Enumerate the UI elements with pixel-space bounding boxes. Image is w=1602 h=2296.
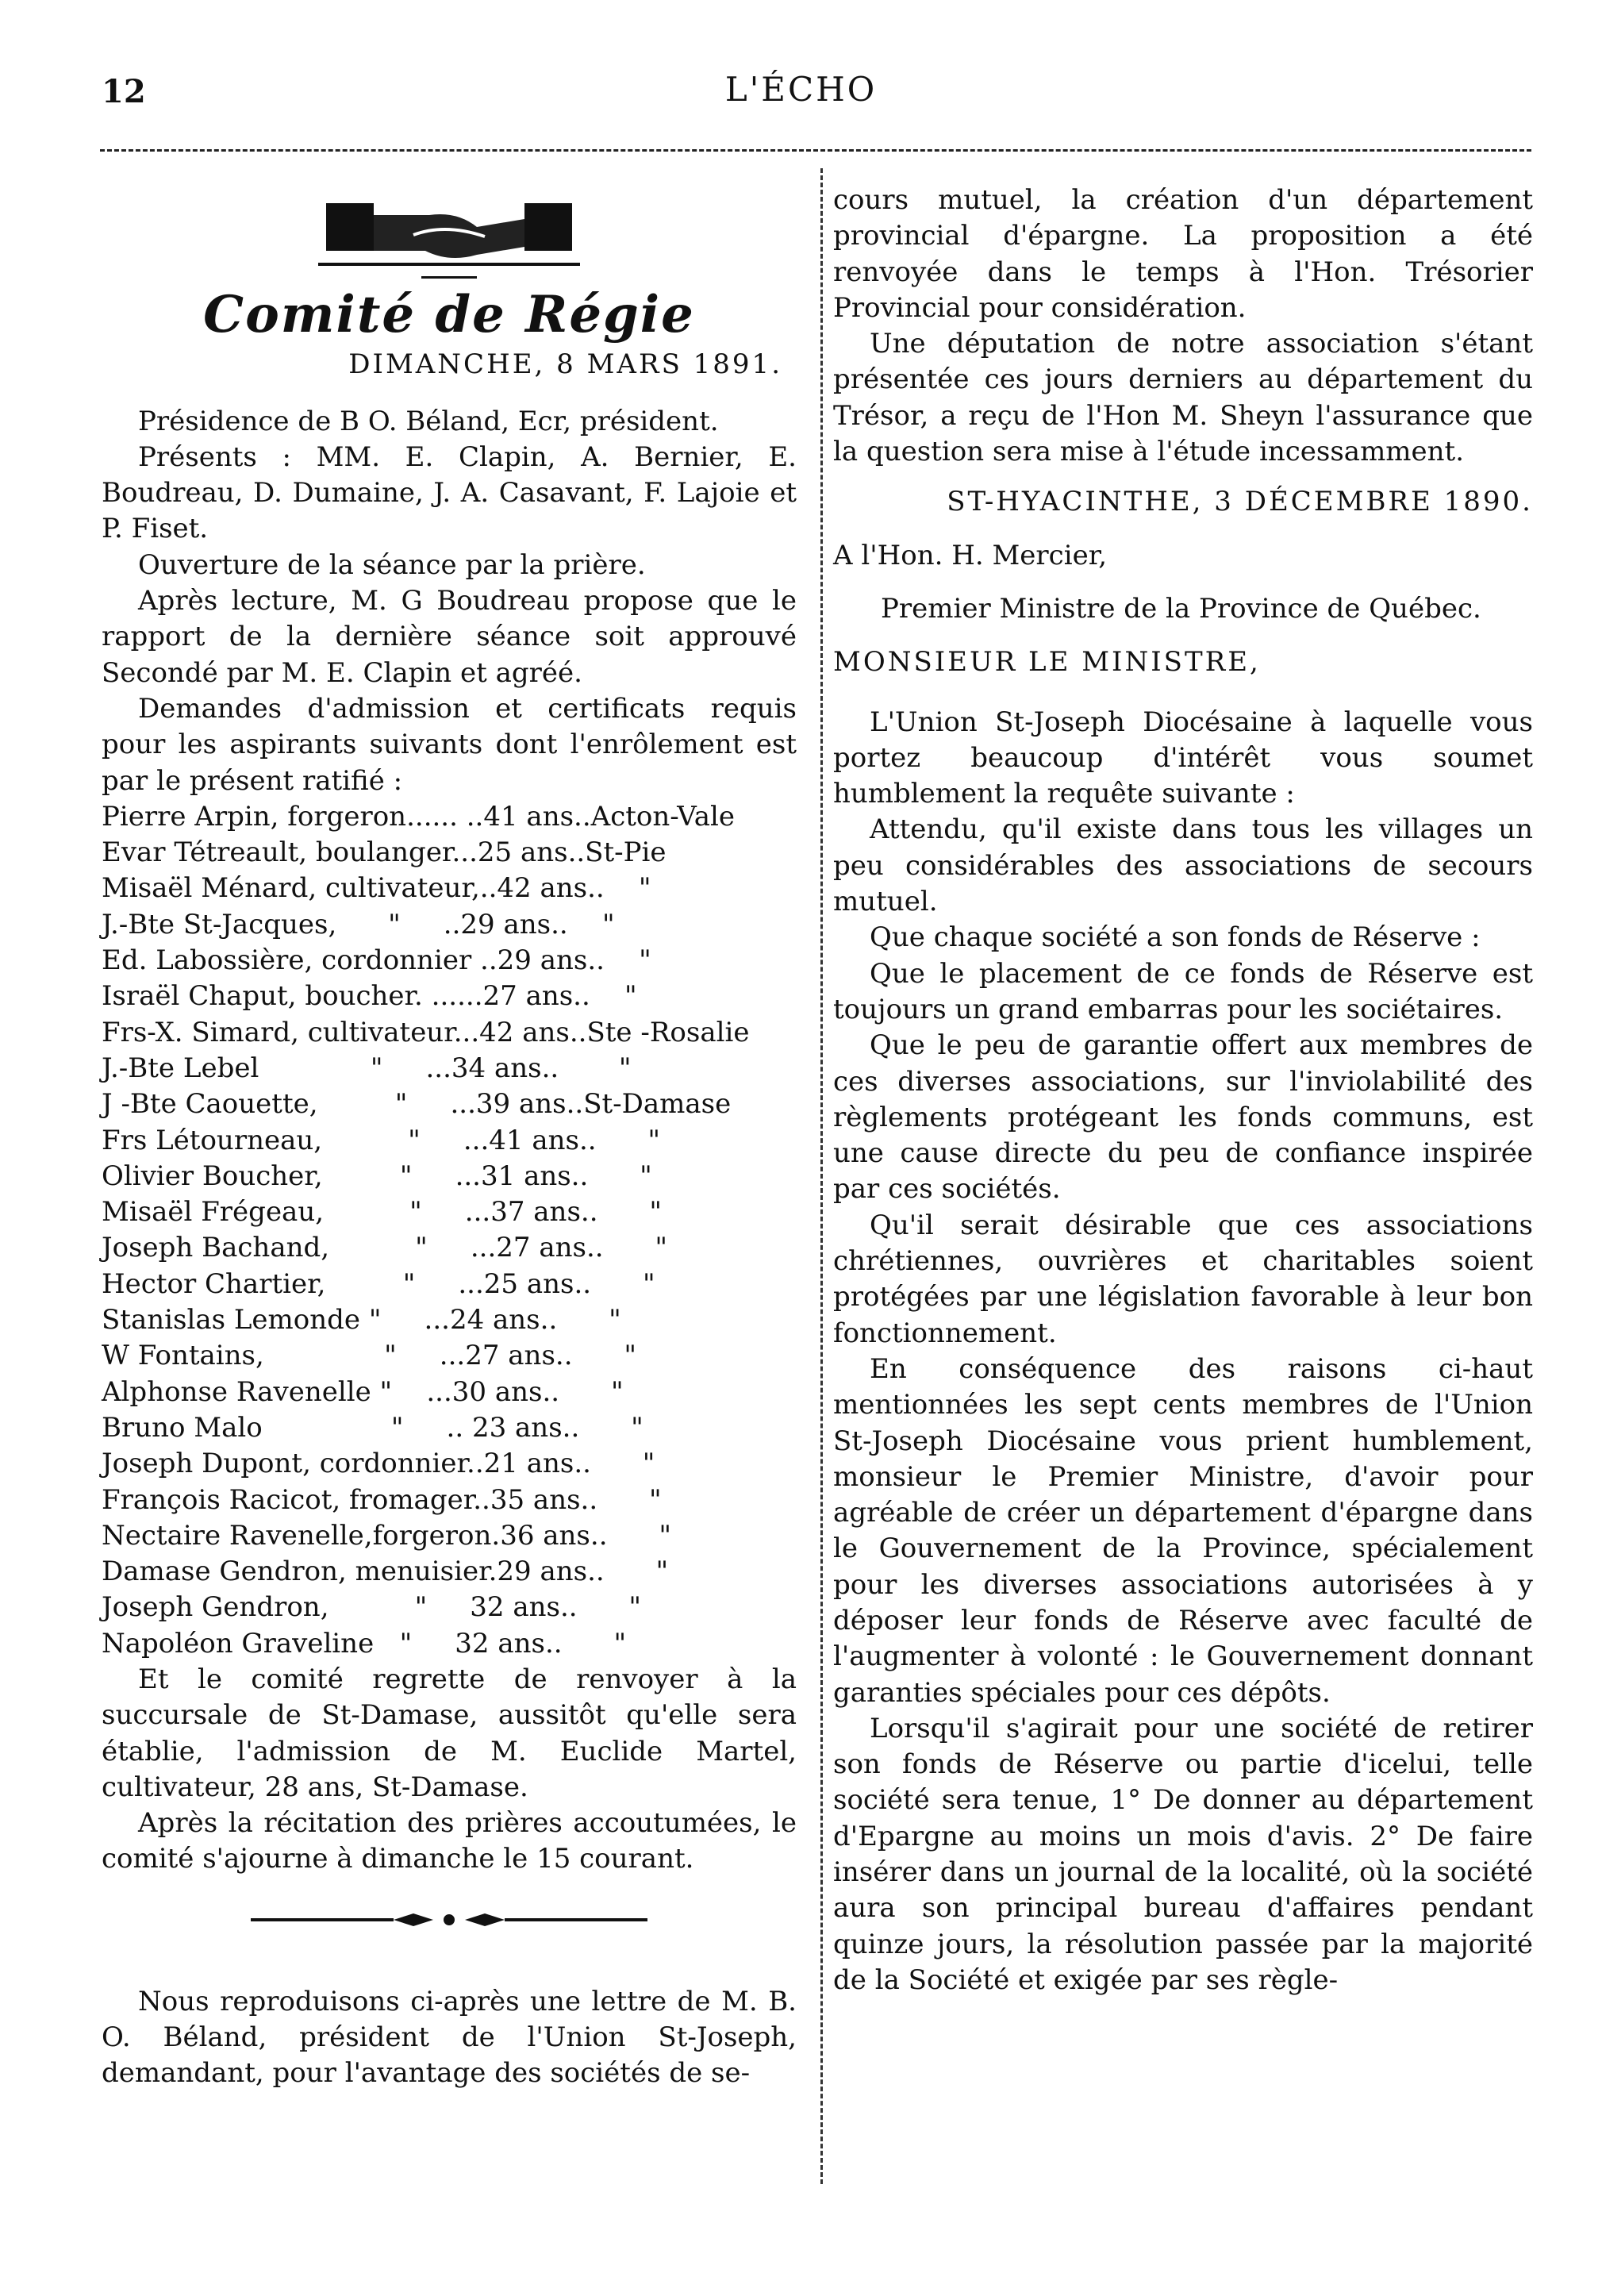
- list-item: Stanislas Lemonde " ...24 ans.. ": [102, 1304, 621, 1336]
- list-item: Bruno Malo " .. 23 ans.. ": [102, 1411, 643, 1444]
- requete-paragraph: L'Union St-Joseph Diocésaine à laquelle vous portez beaucoup d'intérêt vous soumet humblement la requête suivante :: [833, 706, 1533, 810]
- header-rule: [100, 149, 1531, 152]
- list-item: Frs-X. Simard, cultivateur...42 ans..Ste -Rosalie: [102, 1016, 750, 1048]
- member-list: [102, 799, 797, 1662]
- presidence-paragraph: Présidence de B O. Béland, Ecr, président.: [138, 405, 719, 437]
- deputation-paragraph: Une députation de notre association s'étant présentée ces jours derniers au département du Trésor, a reçu de l'Hon M. Sheyn l'assurance que la question sera mise à l'étude incessamment.: [833, 328, 1533, 468]
- cours-mutuel-paragraph: cours mutuel, la création d'un département provincial d'épargne. La proposition a été renvoyée dans le temps à l'Hon. Trésorier Provincial pour considération.: [833, 184, 1533, 324]
- dateline: DIMANCHE, 8 MARS 1891.: [348, 348, 782, 381]
- placement-paragraph: Que le placement de ce fonds de Réserve est toujours un grand embarras pour les sociétaires.: [833, 957, 1533, 1025]
- list-item: François Racicot, fromager..35 ans.. ": [102, 1483, 662, 1516]
- list-item: Joseph Dupont, cordonnier..21 ans.. ": [102, 1448, 655, 1480]
- list-item: Hector Chartier, " ...25 ans.. ": [102, 1267, 655, 1300]
- list-item: Alphonse Ravenelle " ...30 ans.. ": [102, 1375, 624, 1408]
- section-title: Comité de Régie: [203, 285, 695, 344]
- letter-salutation: MONSIEUR LE MINISTRE,: [833, 646, 1261, 679]
- list-item: Ed. Labossière, cordonnier ..29 ans.. ": [102, 944, 651, 977]
- page-number: 12: [102, 73, 146, 110]
- demandes-paragraph: Demandes d'admission et certificats requis pour les aspirants suivants dont l'enrôlement est par le présent ratifié :: [102, 692, 797, 797]
- letter-address-title: Premier Ministre de la Province de Québec.: [881, 592, 1481, 625]
- list-item: Frs Létourneau, " ...41 ans.. ": [102, 1124, 661, 1156]
- list-item: Nectaire Ravenelle,forgeron.36 ans.. ": [102, 1519, 671, 1552]
- ornament-divider-icon: [243, 1909, 655, 1930]
- column-rule: [820, 168, 823, 2184]
- lettre-intro-paragraph: Nous reproduisons ci-après une lettre de M. B. O. Béland, président de l'Union St-Joseph, demandant, pour l'avantage des sociétés de se-: [102, 1985, 797, 2090]
- list-item: J -Bte Caouette, " ...39 ans..St-Damase: [102, 1088, 732, 1121]
- legislation-paragraph: Qu'il serait désirable que ces associations chrétiennes, ouvrières et charitables soient protégées par une législation favorable à leur bon fonctionnement.: [833, 1209, 1533, 1349]
- list-item: Misaël Ménard, cultivateur,..42 ans.. ": [102, 872, 651, 905]
- list-item: J.-Bte St-Jacques, " ..29 ans.. ": [102, 908, 615, 940]
- list-item: W Fontains, " ...27 ans.. ": [102, 1340, 637, 1372]
- list-item: J.-Bte Lebel " ...34 ans.. ": [102, 1052, 632, 1084]
- letter-address: A l'Hon. H. Mercier,: [833, 539, 1108, 571]
- handshake-emblem-icon: [318, 187, 580, 290]
- list-item: Joseph Bachand, " ...27 ans.. ": [102, 1232, 668, 1264]
- ouverture-paragraph: Ouverture de la séance par la prière.: [138, 548, 646, 581]
- list-item: Damase Gendron, menuisier.29 ans.. ": [102, 1556, 669, 1588]
- lecture-paragraph: Après lecture, M. G Boudreau propose que le rapport de la dernière séance soit approuvé Secondé par M. E. Clapin et agréé.: [102, 585, 797, 689]
- retrait-paragraph: Lorsqu'il s'agirait pour une société de retirer son fonds de Réserve ou partie d'icelui, telle société sera tenue, 1° De donner au département d'Epargne au moins un mois d'avis. 2° De faire insérer dans un journal de la localité, où la société aura son principal bureau d'affaires pendant quinze jours, la résolution passée par la majorité de la Société et exigée par ses règle-: [833, 1712, 1533, 1996]
- regret-paragraph: Et le comité regrette de renvoyer à la succursale de St-Damase, aussitôt qu'elle sera établie, l'admission de M. Euclide Martel, cultivateur, 28 ans, St-Damase.: [102, 1663, 797, 1803]
- list-item: Pierre Arpin, forgeron...... ..41 ans..Acton-Vale: [102, 800, 735, 833]
- garantie-paragraph: Que le peu de garantie offert aux membres de ces diverses associations, sur l'inviolabilité des règlements protégeant les fonds communs, est une cause directe du peu de confiance inspirée par ces sociétés.: [833, 1029, 1533, 1206]
- list-item: Israël Chaput, boucher. ......27 ans.. ": [102, 980, 637, 1013]
- list-item: Napoléon Graveline " 32 ans.. ": [102, 1627, 627, 1660]
- ajourne-paragraph: Après la récitation des prières accoutumées, le comité s'ajourne à dimanche le 15 courant.: [102, 1807, 797, 1875]
- list-item: Olivier Boucher, " ...31 ans.. ": [102, 1160, 652, 1192]
- letter-dateline: ST-HYACINTHE, 3 DÉCEMBRE 1890.: [947, 486, 1533, 518]
- running-title: L'ÉCHO: [724, 70, 878, 109]
- list-item: Evar Tétreault, boulanger...25 ans..St-Pie: [102, 836, 667, 869]
- consequence-paragraph: En conséquence des raisons ci-haut mentionnées les sept cents membres de l'Union St-Joseph Diocésaine vous prient humblement, monsieur le Premier Ministre, d'avoir pour agréable de créer un département d'épargne dans le Gouvernement de la Province, spécialement pour les diverses associations autorisées à y déposer leur fonds de Réserve avec faculté de l'augmenter à volonté : le Gouvernement donnant garanties spéciales pour ces dépôts.: [833, 1352, 1533, 1709]
- list-item: Misaël Frégeau, " ...37 ans.. ": [102, 1196, 662, 1229]
- left-column: [102, 179, 797, 2092]
- list-item: Joseph Gendron, " 32 ans.. ": [102, 1591, 642, 1624]
- right-column: [833, 183, 1533, 1998]
- presents-paragraph: Présents : MM. E. Clapin, A. Bernier, E. Boudreau, D. Dumaine, J. A. Casavant, F. Lajoie et P. Fiset.: [102, 440, 797, 545]
- attendu-paragraph: Attendu, qu'il existe dans tous les villages un peu considérables des associations de secours mutuel.: [833, 813, 1533, 918]
- reserve-paragraph: Que chaque société a son fonds de Réserve :: [870, 921, 1481, 954]
